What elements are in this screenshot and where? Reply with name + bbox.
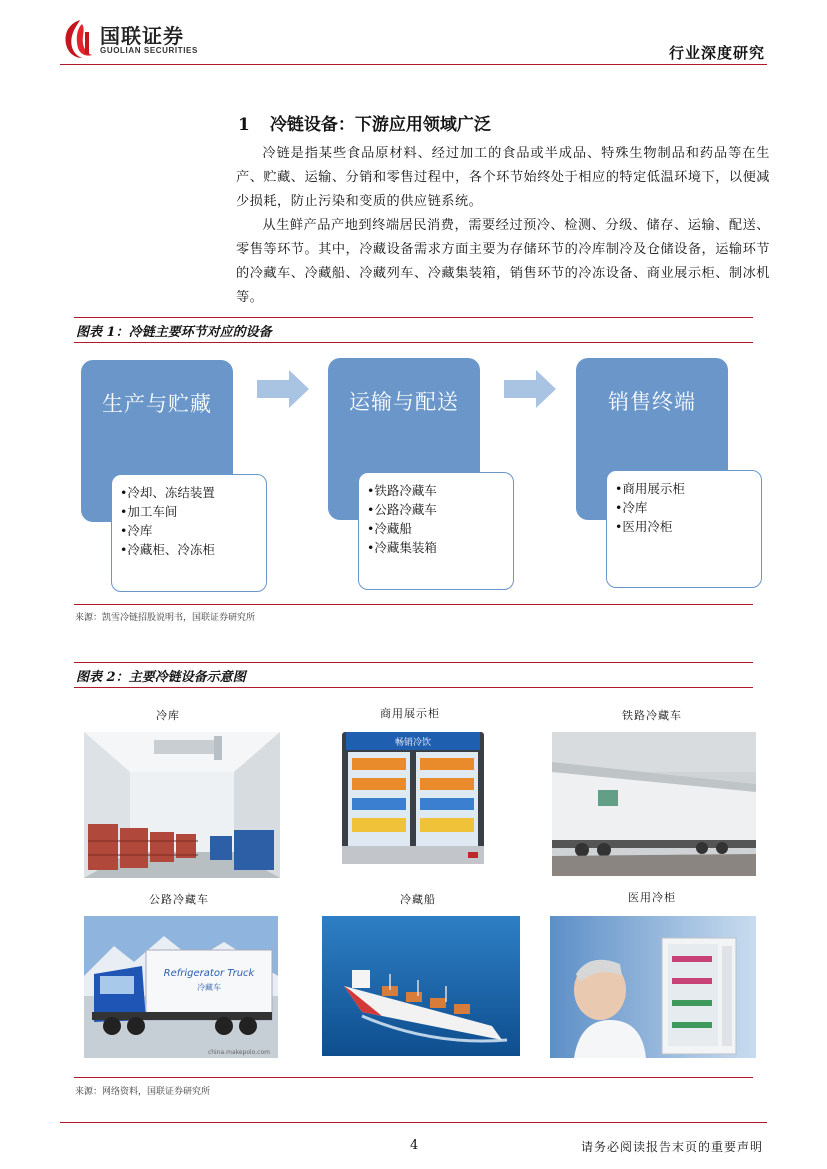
paragraph: 冷链是指某些食品原材料、经过加工的食品或半成品、特殊生物制品和药品等在生产、贮藏、运输、分销和零售过程中，各个环节始终处于相应的特定低温环境下，以便减少损耗，防止污染和变质的供应链系统。: [236, 146, 770, 209]
logo-subtext: GUOLIAN SECURITIES: [100, 46, 198, 55]
stage-label: 运输与配送: [349, 390, 459, 414]
figure-2-title-bar: [74, 662, 753, 688]
stage-items-retail: [606, 470, 762, 588]
header-divider: [60, 64, 767, 65]
image-caption: 医用冷柜: [628, 891, 676, 904]
truck-text-cn: 冷藏车: [197, 983, 221, 992]
image-caption: 公路冷藏车: [149, 893, 209, 906]
figure-2-title: 图表 2：主要冷链设备示意图: [76, 670, 246, 685]
list-item: • 冷藏船: [367, 519, 513, 538]
stage-label: 销售终端: [608, 390, 696, 414]
body-text: [236, 142, 770, 310]
section-title-text: 冷链设备：下游应用领域广泛: [269, 115, 491, 135]
list-item: • 冷藏柜、冷冻柜: [120, 540, 266, 559]
logo-mark-icon: [62, 18, 98, 60]
list-item: • 商用展示柜: [615, 479, 761, 498]
display-cabinet-image: [328, 728, 498, 872]
company-logo: [62, 18, 222, 62]
truck-text: Refrigerator Truck: [163, 968, 255, 979]
medical-fridge-image: [550, 916, 756, 1058]
figure-1-title-bar: [74, 317, 753, 343]
footer-disclaimer: 请务必阅读报告末页的重要声明: [580, 1140, 763, 1154]
image-caption: 冷库: [156, 709, 180, 722]
figure-2-source: 来源：网络资料，国联证券研究所: [75, 1087, 211, 1097]
figure-1-bottom-divider: [74, 604, 753, 605]
page-number: 4: [410, 1138, 419, 1153]
image-caption: 冷藏船: [400, 893, 436, 906]
list-item: • 冷却、冻结装置: [120, 483, 266, 502]
stage-items-production: [111, 474, 267, 592]
logo-text: 国联证券: [100, 24, 184, 48]
image-watermark: china.makepolo.com: [207, 1049, 270, 1056]
figure-2-bottom-divider: [74, 1077, 753, 1078]
list-item: • 铁路冷藏车: [367, 481, 513, 500]
reefer-ship-image: [322, 916, 520, 1056]
list-item: • 冷藏集装箱: [367, 538, 513, 557]
stage-items-transport: [358, 472, 514, 590]
image-caption: 商用展示柜: [380, 707, 440, 720]
list-item: • 冷库: [120, 521, 266, 540]
cold-storage-image: [84, 732, 280, 878]
report-type: 行业深度研究: [668, 44, 765, 62]
road-reefer-truck-image: [84, 916, 278, 1058]
list-item: • 公路冷藏车: [367, 500, 513, 519]
list-item: • 加工车间: [120, 502, 266, 521]
section-number: 1: [238, 115, 250, 135]
list-item: • 医用冷柜: [615, 517, 761, 536]
list-item: • 冷库: [615, 498, 761, 517]
stage-label: 生产与贮藏: [102, 392, 212, 416]
image-caption: 铁路冷藏车: [622, 709, 682, 722]
arrow-right-icon: [257, 370, 309, 408]
railway-reefer-image: [552, 732, 756, 876]
arrow-right-icon: [504, 370, 556, 408]
footer-divider: [60, 1122, 767, 1123]
paragraph: 从生鲜产品产地到终端居民消费，需要经过预冷、检测、分级、储存、运输、配送、零售等环节。其中，冷藏设备需求方面主要为存储环节的冷库制冷及仓储设备，运输环节的冷藏车、冷藏船、冷藏列车、冷藏集装箱，销售环节的冷冻设备、商业展示柜、制冰机等。: [236, 218, 770, 305]
cabinet-banner-text: 畅销冷饮: [394, 738, 432, 748]
figure-1-title: 图表 1：冷链主要环节对应的设备: [76, 325, 272, 340]
figure-1-source: 来源：凯雪冷链招股说明书，国联证券研究所: [75, 613, 256, 623]
section-title: [238, 110, 491, 135]
